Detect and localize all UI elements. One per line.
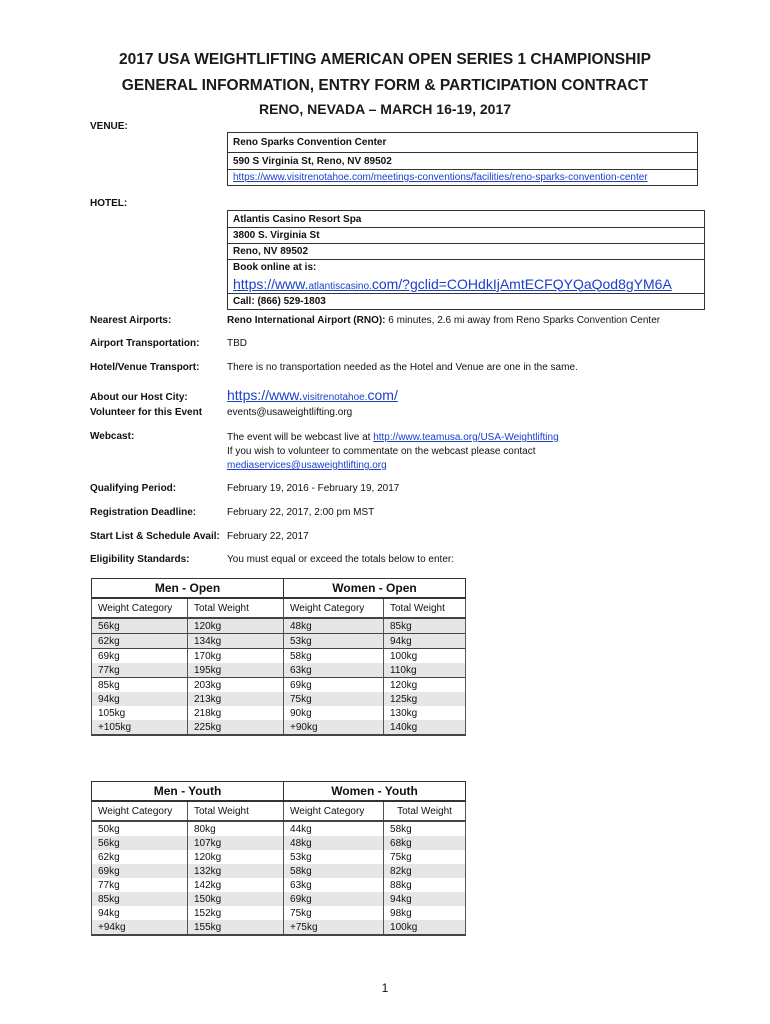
- hotel-city: Reno, NV 89502: [228, 244, 704, 260]
- airport-transport-label: Airport Transportation:: [90, 338, 200, 349]
- column-header: Total Weight: [188, 801, 284, 821]
- venue-link[interactable]: https://www.visitrenotahoe.com/meetings-conventions/facilities/reno-sparks-convention-center: [233, 172, 648, 183]
- column-header: Weight Category: [284, 598, 384, 618]
- webcast-value: The event will be webcast live at http://www.teamusa.org/USA-Weightlifting If you wish to volunteer to commentate on the webcast please contact mediaservices@usaweightlifting.org: [227, 432, 559, 471]
- eligibility-value: You must equal or exceed the totals below to enter:: [227, 554, 454, 565]
- table-row: 85kg 150kg 69kg 94kg: [92, 892, 466, 906]
- doc-title-line2: GENERAL INFORMATION, ENTRY FORM & PARTICIPATION CONTRACT: [121, 77, 649, 94]
- eligibility-label: Eligibility Standards:: [90, 554, 190, 565]
- table-row: 94kg 152kg 75kg 98kg: [92, 906, 466, 920]
- hotel-label: HOTEL:: [90, 198, 128, 209]
- page-number: 1: [381, 981, 389, 995]
- registration-value: February 22, 2017, 2:00 pm MST: [227, 507, 375, 518]
- hotel-box: [227, 210, 705, 310]
- women-youth-title: Women - Youth: [284, 782, 466, 802]
- registration-label: Registration Deadline:: [90, 507, 197, 518]
- table-row: 105kg 218kg 90kg 130kg: [92, 706, 466, 720]
- host-city-label: About our Host City:: [90, 392, 188, 403]
- qualifying-label: Qualifying Period:: [90, 483, 177, 494]
- table-row: 94kg 213kg 75kg 125kg: [92, 692, 466, 706]
- venue-address: 590 S Virginia St, Reno, NV 89502: [228, 153, 697, 170]
- table-row: 77kg 142kg 63kg 88kg: [92, 878, 466, 892]
- column-header: Weight Category: [92, 598, 188, 618]
- column-header: Weight Category: [284, 801, 384, 821]
- airport-transport-value: TBD: [227, 338, 247, 349]
- table-row: 69kg 170kg 58kg 100kg: [92, 649, 466, 664]
- venue-label: VENUE:: [90, 121, 128, 132]
- women-open-title: Women - Open: [284, 579, 466, 599]
- table-row: 50kg 80kg 44kg 58kg: [92, 821, 466, 836]
- table-row: +105kg 225kg +90kg 140kg: [92, 720, 466, 735]
- table-row: +94kg 155kg +75kg 100kg: [92, 920, 466, 935]
- hotel-transport-label: Hotel/Venue Transport:: [90, 362, 200, 373]
- doc-title-line1: 2017 USA WEIGHTLIFTING AMERICAN OPEN SERIES 1 CHAMPIONSHIP: [119, 51, 651, 68]
- doc-title-line3: RENO, NEVADA – MARCH 16-19, 2017: [258, 101, 512, 117]
- table-row: 56kg 120kg 48kg 85kg: [92, 618, 466, 634]
- hotel-street: 3800 S. Virginia St: [228, 228, 704, 244]
- column-header: Total Weight: [188, 598, 284, 618]
- men-youth-title: Men - Youth: [92, 782, 284, 802]
- table-row: 62kg 134kg 53kg 94kg: [92, 634, 466, 649]
- hotel-link[interactable]: https://www.atlantiscasino.com/?gclid=COHdkIjAmtECFQYQaQod8gYM6A: [233, 275, 672, 292]
- airports-label: Nearest Airports:: [90, 315, 172, 326]
- airports-value: Reno International Airport (RNO): 6 minutes, 2.6 mi away from Reno Sparks Convention Center: [227, 315, 661, 326]
- host-city-link[interactable]: https://www.visitrenotahoe.com/: [227, 387, 398, 403]
- column-header: Total Weight: [384, 598, 466, 618]
- open-standards-table: [91, 578, 466, 736]
- webcast-link[interactable]: http://www.teamusa.org/USA-Weightlifting: [373, 432, 559, 443]
- hotel-transport-value: There is no transportation needed as the Hotel and Venue are one in the same.: [227, 362, 578, 373]
- hotel-call: Call: (866) 529-1803: [233, 296, 326, 307]
- webcast-label: Webcast:: [90, 431, 135, 442]
- hotel-name: Atlantis Casino Resort Spa: [228, 211, 704, 228]
- column-header: Total Weight: [384, 801, 466, 821]
- table-row: 69kg 132kg 58kg 82kg: [92, 864, 466, 878]
- table-row: 62kg 120kg 53kg 75kg: [92, 850, 466, 864]
- table-row: 77kg 195kg 63kg 110kg: [92, 663, 466, 678]
- men-open-title: Men - Open: [92, 579, 284, 599]
- table-row: 56kg 107kg 48kg 68kg: [92, 836, 466, 850]
- volunteer-label: Volunteer for this Event: [90, 407, 203, 418]
- hotel-book: Book online at is:: [233, 261, 317, 273]
- start-list-label: Start List & Schedule Avail:: [90, 531, 220, 542]
- webcast-email-link[interactable]: mediaservices@usaweightlifting.org: [227, 460, 387, 471]
- youth-standards-table: [91, 781, 466, 936]
- column-header: Weight Category: [92, 801, 188, 821]
- start-list-value: February 22, 2017: [227, 531, 309, 542]
- table-row: 85kg 203kg 69kg 120kg: [92, 678, 466, 693]
- volunteer-email[interactable]: events@usaweightlifting.org: [227, 407, 353, 418]
- qualifying-value: February 19, 2016 - February 19, 2017: [227, 483, 400, 494]
- venue-name: Reno Sparks Convention Center: [228, 133, 697, 153]
- venue-box: [227, 132, 698, 186]
